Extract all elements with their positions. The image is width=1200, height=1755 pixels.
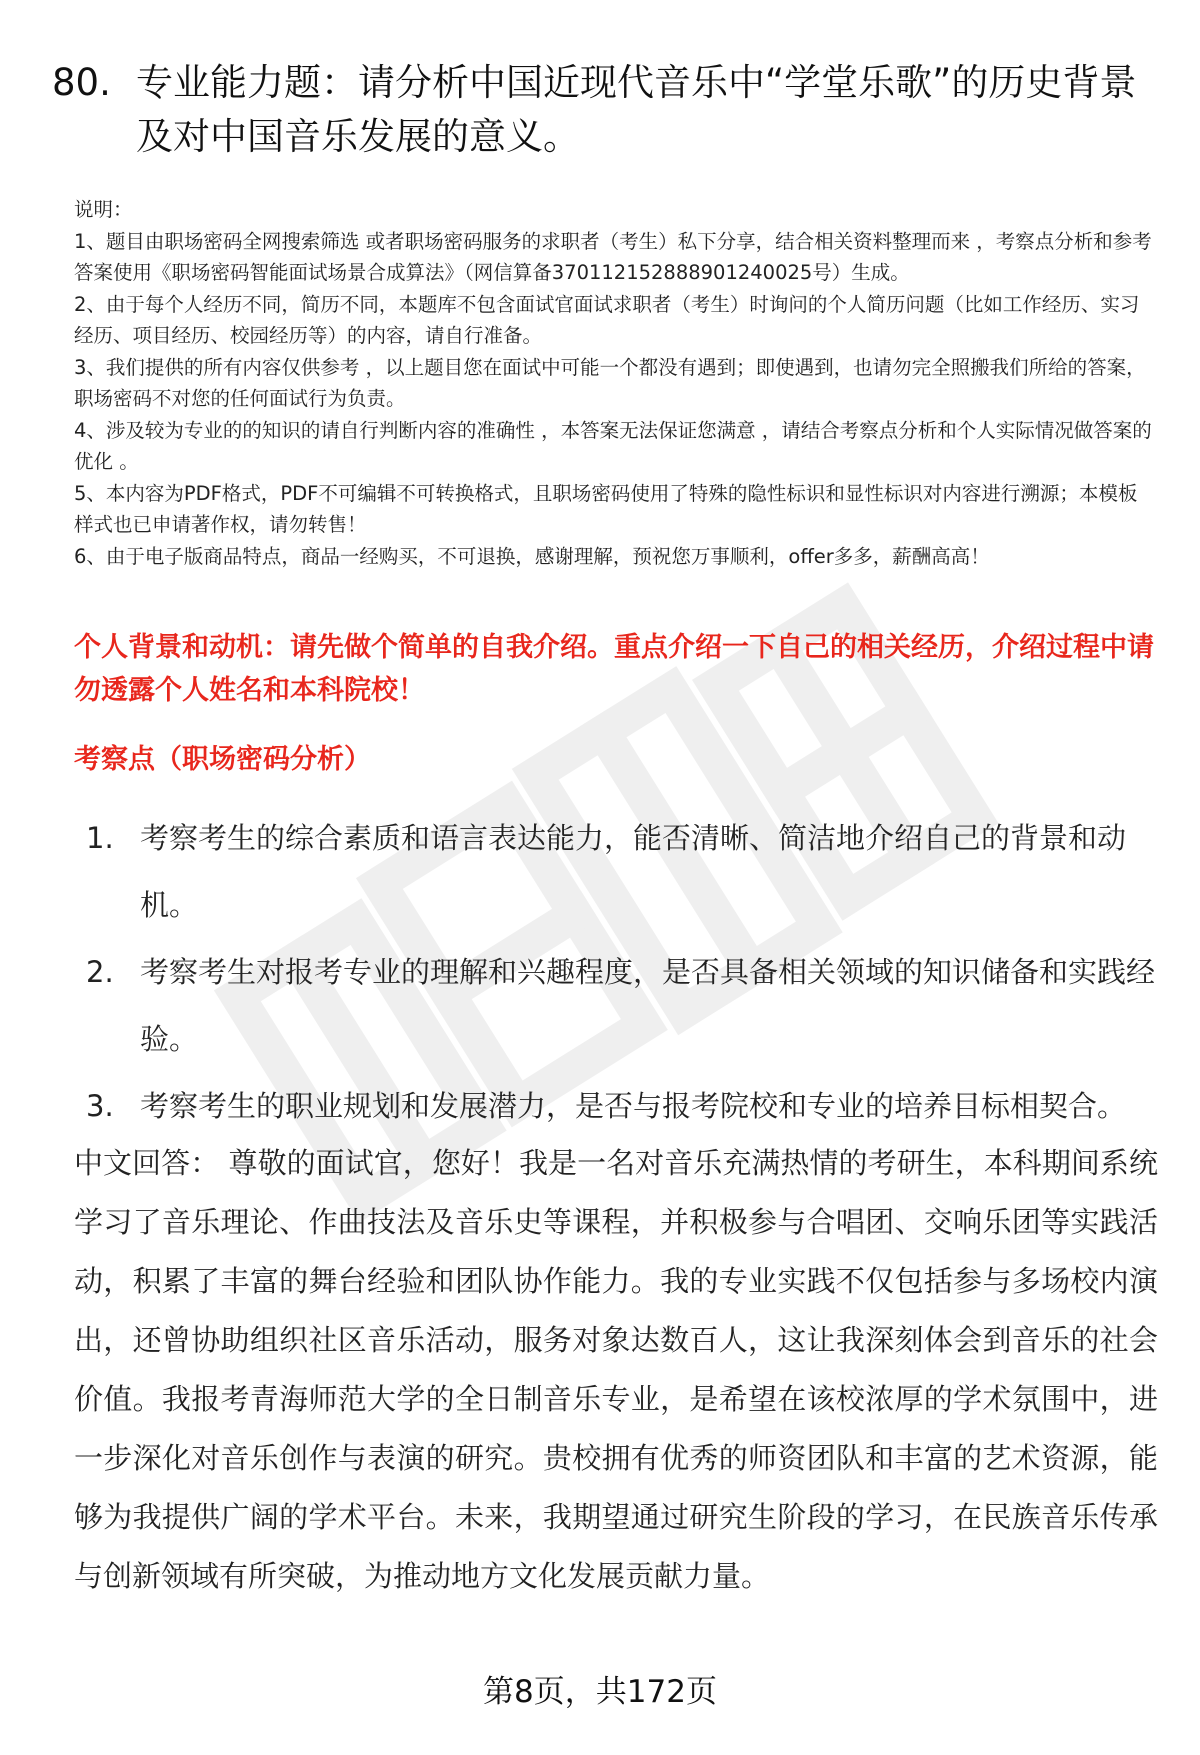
notes-item: 2、由于每个人经历不同，简历不同，本题库不包含面试官面试求职者（考生）时询问的个人简历问题（比如工作经历、实习经历、项目经历、校园经历等）的内容，请自行准备。 — [74, 292, 1140, 347]
notes-item: 1、题目由职场密码全网搜索筛选 或者职场密码服务的求职者（考生）私下分享，结合相关资料整理而来 ，考察点分析和参考答案使用《职场密码智能面试场景合成算法》（网信算备370112152888901240025号）生成。 — [74, 229, 1152, 284]
analysis-points-list — [74, 805, 1164, 1140]
list-item — [74, 939, 1164, 1073]
notes-item: 3、我们提供的所有内容仅供参考 ，以上题目您在面试中可能一个都没有遇到；即使遇到，也请勿完全照搬我们所给的答案，职场密码不对您的任何面试行为负责。 — [74, 355, 1146, 410]
notes-item: 4、涉及较为专业的的知识的请自行判断内容的准确性 ，本答案无法保证您满意 ，请结合考察点分析和个人实际情况做答案的优化 。 — [74, 418, 1152, 473]
interview-prompt: 个人背景和动机：请先做个简单的自我介绍。重点介绍一下自己的相关经历，介绍过程中请勿透露个人姓名和本科院校！ — [74, 632, 1154, 706]
list-item-text: 考察考生对报考专业的理解和兴趣程度，是否具备相关领域的知识储备和实践经验。 — [140, 955, 1156, 1056]
list-item-number: 2. — [86, 955, 114, 989]
list-item — [74, 805, 1164, 939]
page-number-label: 第8页，共172页 — [483, 1674, 717, 1710]
question-text: 专业能力题：请分析中国近现代音乐中“学堂乐歌”的历史背景及对中国音乐发展的意义。 — [136, 61, 1137, 158]
answer-text: 尊敬的面试官，您好！我是一名对音乐充满热情的考研生，本科期间系统学习了音乐理论、作曲技法及音乐史等课程，并积极参与合唱团、交响乐团等实践活动，积累了丰富的舞台经验和团队协作能力。我的专业实践不仅包括参与多场校内演出，还曾协助组织社区音乐活动，服务对象达数百人，这让我深刻体会到音乐的社会价值。我报考青海师范大学的全日制音乐专业，是希望在该校浓厚的学术氛围中，进一步深化对音乐创作与表演的研究。贵校拥有优秀的师资团队和丰富的艺术资源，能够为我提供广阔的学术平台。未来，我期望通过研究生阶段的学习，在民族音乐传承与创新领域有所突破，为推动地方文化发展贡献力量。 — [74, 1146, 1158, 1593]
notes-title: 说明： — [74, 198, 133, 221]
notes-section — [74, 194, 1154, 572]
notes-item: 6、由于电子版商品特点，商品一经购买，不可退换，感谢理解，预祝您万事顺利，offer多多，薪酬高高！ — [74, 544, 990, 568]
list-item-text: 考察考生的职业规划和发展潜力，是否与报考院校和专业的培养目标相契合。 — [140, 1089, 1127, 1123]
question-number: 80. — [52, 61, 111, 104]
list-item-number: 1. — [86, 821, 114, 855]
list-item-number: 3. — [86, 1089, 114, 1123]
question-heading — [52, 56, 1152, 164]
page-footer — [0, 1670, 1200, 1714]
answer-label: 中文回答： — [74, 1146, 220, 1180]
list-item — [74, 1073, 1164, 1140]
answer-paragraph — [74, 1134, 1158, 1606]
notes-item: 5、本内容为PDF格式，PDF不可编辑不可转换格式，且职场密码使用了特殊的隐性标识和显性标识对内容进行溯源；本模板样式也已申请著作权，请勿转售！ — [74, 481, 1138, 536]
list-item-text: 考察考生的综合素质和语言表达能力，能否清晰、简洁地介绍自己的背景和动机。 — [140, 821, 1127, 922]
analysis-title: 考察点（职场密码分析） — [74, 744, 371, 775]
